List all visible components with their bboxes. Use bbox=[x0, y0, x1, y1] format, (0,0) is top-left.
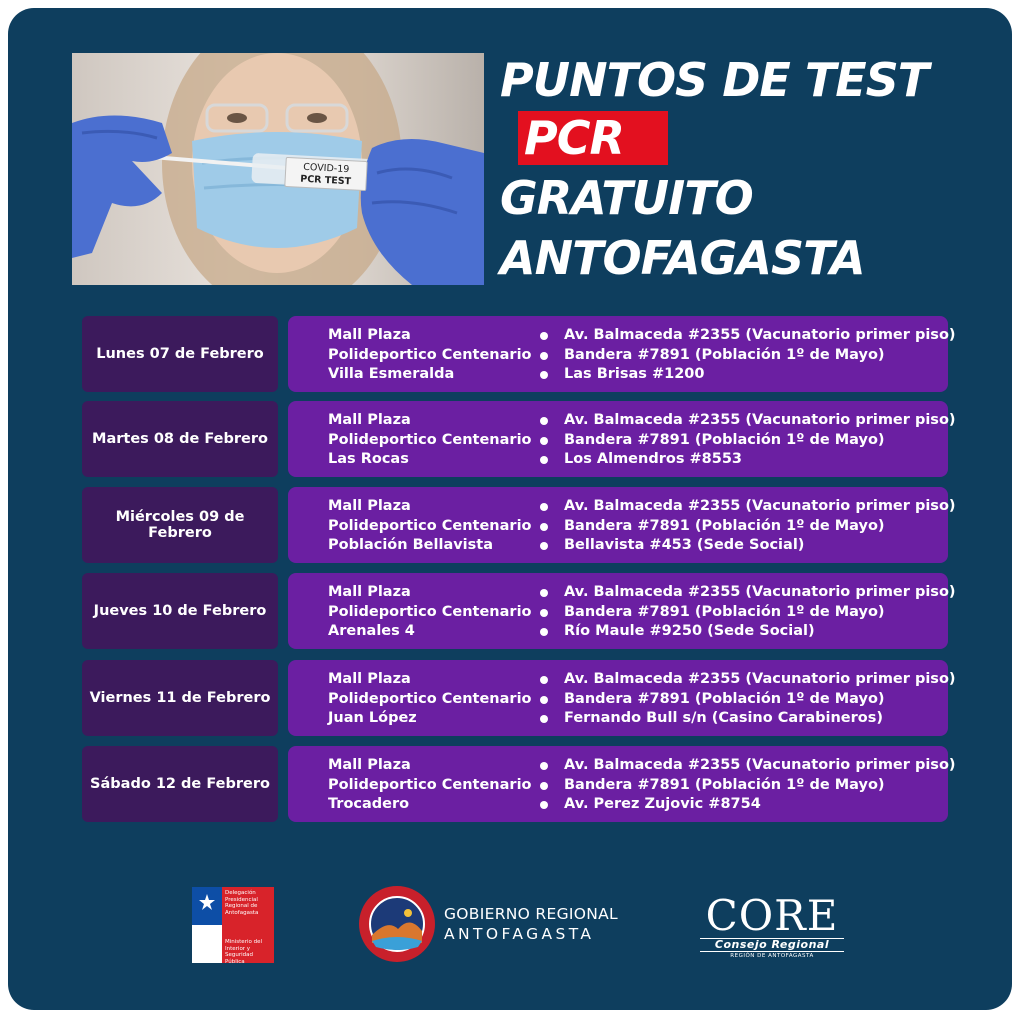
bullet-icon bbox=[540, 609, 548, 617]
schedule-row bbox=[82, 660, 956, 736]
address-text: Bellavista #453 (Sede Social) bbox=[564, 537, 805, 553]
address-text: Los Almendros #8553 bbox=[564, 451, 743, 467]
venue-name: Villa Esmeralda bbox=[328, 366, 455, 382]
address-item bbox=[540, 411, 956, 431]
bullet-icon bbox=[540, 371, 548, 379]
tube-label bbox=[284, 157, 367, 191]
bullet-icon bbox=[540, 762, 548, 770]
address-text: Bandera #7891 (Población 1º de Mayo) bbox=[564, 431, 885, 448]
core-title: CORE bbox=[705, 891, 839, 940]
bullet-icon bbox=[540, 801, 548, 809]
venue-name: Mall Plaza bbox=[328, 757, 411, 773]
core-region: REGIÓN DE ANTOFAGASTA bbox=[730, 953, 814, 959]
title-line3: GRATUITO bbox=[500, 171, 753, 225]
bullet-icon bbox=[540, 417, 548, 425]
venue-name: Mall Plaza bbox=[328, 412, 411, 428]
address-list bbox=[540, 326, 956, 385]
address-text: Bandera #7891 (Población 1º de Mayo) bbox=[564, 776, 885, 793]
venue-name: Polideportico Centenario bbox=[328, 690, 532, 707]
address-text: Av. Perez Zujovic #8754 bbox=[564, 796, 761, 812]
venue-name: Juan López bbox=[328, 710, 417, 726]
address-list bbox=[540, 756, 956, 815]
hero-photo bbox=[72, 53, 484, 285]
bullet-icon bbox=[540, 456, 548, 464]
bullet-icon bbox=[540, 589, 548, 597]
photo-illustration bbox=[72, 53, 484, 285]
address-item bbox=[540, 670, 956, 690]
bullet-icon bbox=[540, 523, 548, 531]
address-item bbox=[540, 690, 956, 710]
day-label: Jueves 10 de Febrero bbox=[82, 573, 278, 649]
locations-panel bbox=[288, 660, 956, 736]
address-item bbox=[540, 603, 956, 623]
delegacion-logo bbox=[192, 887, 274, 963]
bullet-icon bbox=[540, 437, 548, 445]
day-label: Miércoles 09 de Febrero bbox=[82, 487, 278, 563]
address-item bbox=[540, 450, 956, 470]
title-line1: PUNTOS DE TEST bbox=[500, 53, 929, 107]
venue-list bbox=[328, 583, 532, 642]
bullet-icon bbox=[540, 628, 548, 636]
address-item bbox=[540, 517, 956, 537]
gore-line2: ANTOFAGASTA bbox=[444, 925, 595, 943]
venue-name: Polideportico Centenario bbox=[328, 776, 532, 793]
address-text: Bandera #7891 (Población 1º de Mayo) bbox=[564, 346, 885, 363]
star-icon bbox=[198, 893, 216, 911]
address-item bbox=[540, 795, 956, 815]
address-list bbox=[540, 670, 956, 729]
address-item bbox=[540, 346, 956, 366]
bullet-icon bbox=[540, 715, 548, 723]
core-logo bbox=[696, 891, 848, 961]
address-item bbox=[540, 431, 956, 451]
bullet-icon bbox=[540, 542, 548, 550]
address-item bbox=[540, 497, 956, 517]
delegacion-text: Delegación Presidencial Regional de Antofagasta bbox=[225, 890, 259, 916]
locations-panel bbox=[288, 573, 956, 649]
day-label: Lunes 07 de Febrero bbox=[82, 316, 278, 392]
address-item bbox=[540, 365, 956, 385]
venue-list bbox=[328, 670, 532, 729]
bullet-icon bbox=[540, 782, 548, 790]
venue-name: Polideportico Centenario bbox=[328, 346, 532, 363]
address-text: Av. Balmaceda #2355 (Vacunatorio primer piso) bbox=[564, 412, 956, 428]
venue-name: Trocadero bbox=[328, 796, 410, 812]
gore-line1: GOBIERNO REGIONAL bbox=[444, 905, 618, 923]
schedule-row bbox=[82, 746, 956, 822]
core-subtitle: Consejo Regional bbox=[700, 938, 844, 952]
address-text: Av. Balmaceda #2355 (Vacunatorio primer piso) bbox=[564, 757, 956, 773]
venue-list bbox=[328, 497, 532, 556]
address-item bbox=[540, 709, 956, 729]
day-label: Viernes 11 de Febrero bbox=[82, 660, 278, 736]
venue-name: Mall Plaza bbox=[328, 584, 411, 600]
locations-panel bbox=[288, 316, 956, 392]
address-text: Av. Balmaceda #2355 (Vacunatorio primer piso) bbox=[564, 671, 956, 687]
address-text: Bandera #7891 (Población 1º de Mayo) bbox=[564, 517, 885, 534]
address-item bbox=[540, 326, 956, 346]
bullet-icon bbox=[540, 696, 548, 704]
venue-name: Población Bellavista bbox=[328, 537, 494, 553]
title-line4: ANTOFAGASTA bbox=[500, 231, 865, 285]
address-text: Río Maule #9250 (Sede Social) bbox=[564, 623, 815, 639]
venue-list bbox=[328, 411, 532, 470]
venue-name: Mall Plaza bbox=[328, 327, 411, 343]
poster-card bbox=[8, 8, 1012, 1010]
bullet-icon bbox=[540, 332, 548, 340]
venue-name: Polideportico Centenario bbox=[328, 603, 532, 620]
address-text: Av. Balmaceda #2355 (Vacunatorio primer piso) bbox=[564, 498, 956, 514]
address-item bbox=[540, 622, 956, 642]
address-item bbox=[540, 536, 956, 556]
ministerio-text: Ministerio del Interior y Seguridad Pública bbox=[225, 939, 262, 965]
schedule-row bbox=[82, 487, 956, 563]
address-item bbox=[540, 583, 956, 603]
bullet-icon bbox=[540, 503, 548, 511]
address-text: Las Brisas #1200 bbox=[564, 366, 705, 382]
address-list bbox=[540, 583, 956, 642]
address-text: Bandera #7891 (Población 1º de Mayo) bbox=[564, 603, 885, 620]
address-text: Bandera #7891 (Población 1º de Mayo) bbox=[564, 690, 885, 707]
locations-panel bbox=[288, 487, 956, 563]
address-text: Av. Balmaceda #2355 (Vacunatorio primer piso) bbox=[564, 584, 956, 600]
locations-panel bbox=[288, 746, 956, 822]
address-item bbox=[540, 756, 956, 776]
day-label: Sábado 12 de Febrero bbox=[82, 746, 278, 822]
venue-name: Polideportico Centenario bbox=[328, 517, 532, 534]
venue-list bbox=[328, 756, 532, 815]
tube-label-line2: PCR TEST bbox=[299, 173, 352, 188]
venue-name: Mall Plaza bbox=[328, 671, 411, 687]
title-pcr: PCR bbox=[524, 111, 624, 165]
gore-text bbox=[444, 904, 618, 944]
bullet-icon bbox=[540, 676, 548, 684]
address-item bbox=[540, 776, 956, 796]
venue-name: Las Rocas bbox=[328, 451, 409, 467]
address-text: Av. Balmaceda #2355 (Vacunatorio primer piso) bbox=[564, 327, 956, 343]
schedule-row bbox=[82, 401, 956, 477]
address-text: Fernando Bull s/n (Casino Carabineros) bbox=[564, 710, 884, 726]
day-label: Martes 08 de Febrero bbox=[82, 401, 278, 477]
venue-name: Polideportico Centenario bbox=[328, 431, 532, 448]
venue-name: Mall Plaza bbox=[328, 498, 411, 514]
schedule-row bbox=[82, 573, 956, 649]
address-list bbox=[540, 411, 956, 470]
gore-seal-icon bbox=[358, 885, 436, 963]
address-list bbox=[540, 497, 956, 556]
schedule-row bbox=[82, 316, 956, 392]
locations-panel bbox=[288, 401, 956, 477]
tube-label-line1: COVID-19 bbox=[302, 161, 350, 176]
bullet-icon bbox=[540, 352, 548, 360]
venue-name: Arenales 4 bbox=[328, 623, 415, 639]
venue-list bbox=[328, 326, 532, 385]
